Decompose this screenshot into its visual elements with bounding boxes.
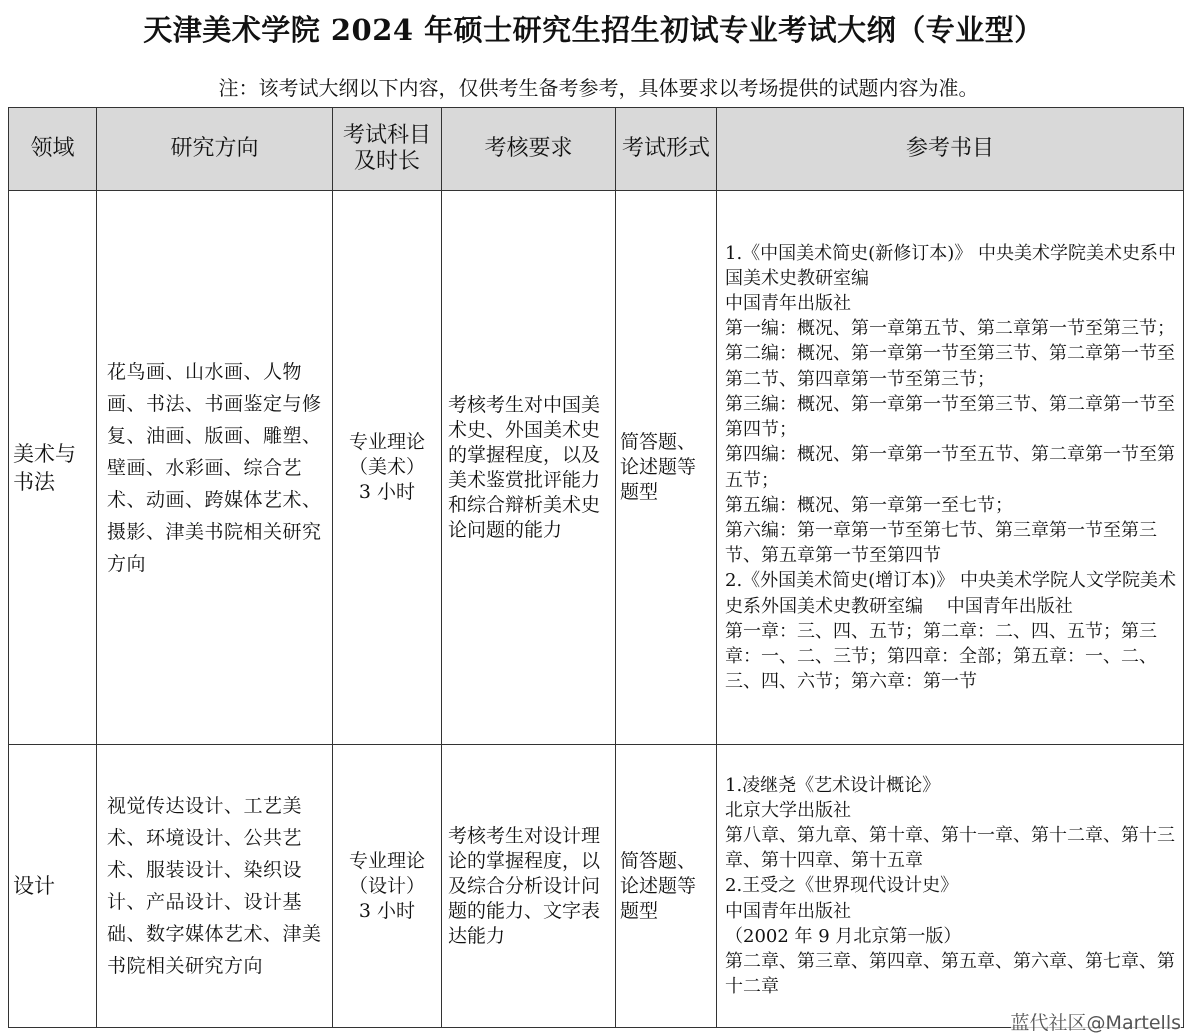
requirement-cell: 考核考生对中国美术史、外国美术史的掌握程度，以及美术鉴赏批评能力和综合辩析美术史论问题的能力: [442, 191, 616, 745]
disclaimer-note: 注：该考试大纲以下内容，仅供考生备考参考，具体要求以考场提供的试题内容为准。: [218, 76, 979, 100]
header-format: 考试形式: [616, 108, 717, 191]
subject-name: 专业理论: [348, 849, 425, 872]
reference-line: 中国青年出版社: [725, 900, 851, 922]
header-subject: 考试科目及时长: [333, 108, 442, 191]
table-header-row: [9, 108, 1184, 191]
subject-duration: 3 小时: [358, 481, 416, 503]
header-requirement: 考核要求: [442, 108, 616, 191]
reference-line: 北京大学出版社: [725, 799, 851, 821]
subject-name: 专业理论: [348, 431, 425, 453]
reference-line: 2.《外国美术简史(增订本)》 中央美术学院人文学院美术史系外国美术史教研室编 中国青年出版社: [725, 570, 1176, 617]
table-row: [9, 745, 1184, 1028]
direction-cell: 花鸟画、山水画、人物画、书法、书画鉴定与修复、油画、版画、雕塑、壁画、水彩画、综合艺术、动画、跨媒体艺术、摄影、津美书院相关研究方向: [97, 191, 333, 745]
reference-line: 1.凌继尧《艺术设计概论》: [725, 774, 941, 796]
references-cell: [717, 191, 1184, 745]
reference-line: 第一章：三、四、五节；第二章：二、四、五节；第三章：一、二、三节；第四章：全部；第五章：一、二、三、四、六节；第六章：第一节: [725, 620, 1157, 693]
reference-line: 第六编：第一章第一节至第七节、第三章第一节至第三节、第五章第一节至第四节: [725, 519, 1157, 567]
reference-line: 2.王受之《世界现代设计史》: [725, 875, 959, 897]
reference-line: （2002 年 9 月北京第一版）: [725, 925, 962, 947]
reference-line: 第四编：概况、第一章第一节至五节、第二章第一节至第五节；: [725, 444, 1175, 491]
field-cell: 美术与书法: [9, 191, 97, 745]
reference-line: 1.《中国美术简史(新修订本)》 中央美术学院美术史系中国美术史教研室编: [725, 242, 1176, 289]
header-field: 领域: [9, 108, 97, 191]
reference-line: 第三编：概况、第一章第一节至第三节、第二章第一节至第四节；: [725, 393, 1175, 441]
format-cell: 简答题、论述题等题型: [616, 745, 717, 1028]
direction-cell: 视觉传达设计、工艺美术、环境设计、公共艺术、服装设计、染织设计、产品设计、设计基础、数字媒体艺术、津美书院相关研究方向: [97, 745, 333, 1028]
subject-cell: [333, 191, 442, 745]
page-title: 天津美术学院 2024 年硕士研究生招生初试专业考试大纲（专业型）: [143, 13, 1044, 47]
requirement-cell: 考核考生对设计理论的掌握程度，以及综合分析设计问题的能力、文字表达能力: [442, 745, 616, 1028]
format-cell: 简答题、论述题等题型: [616, 191, 717, 745]
field-cell: 设计: [9, 745, 97, 1028]
header-references: 参考书目: [717, 108, 1184, 191]
syllabus-table: [8, 107, 1184, 1028]
reference-line: 中国青年出版社: [725, 293, 851, 315]
reference-line: 第八章、第九章、第十章、第十一章、第十二章、第十三章、第十四章、第十五章: [725, 824, 1175, 872]
table-row: [9, 191, 1184, 745]
reference-line: 第二编：概况、第一章第一节至第三节、第二章第一节至第二节、第四章第一节至第三节；: [725, 343, 1175, 390]
subject-category: （美术）: [348, 456, 425, 478]
references-cell: [717, 745, 1184, 1028]
watermark: 蓝代社区@Martells: [1011, 1008, 1181, 1035]
reference-line: 第二章、第三章、第四章、第五章、第六章、第七章、第十二章: [725, 951, 1175, 998]
subject-duration: 3 小时: [358, 899, 416, 922]
subject-category: （设计）: [348, 874, 425, 897]
header-direction: 研究方向: [97, 108, 333, 191]
reference-line: 第一编：概况、第一章第五节、第二章第一节至第三节；: [725, 318, 1175, 340]
reference-line: 第五编：概况、第一章第一至七节；: [725, 494, 1013, 516]
subject-cell: [333, 745, 442, 1028]
